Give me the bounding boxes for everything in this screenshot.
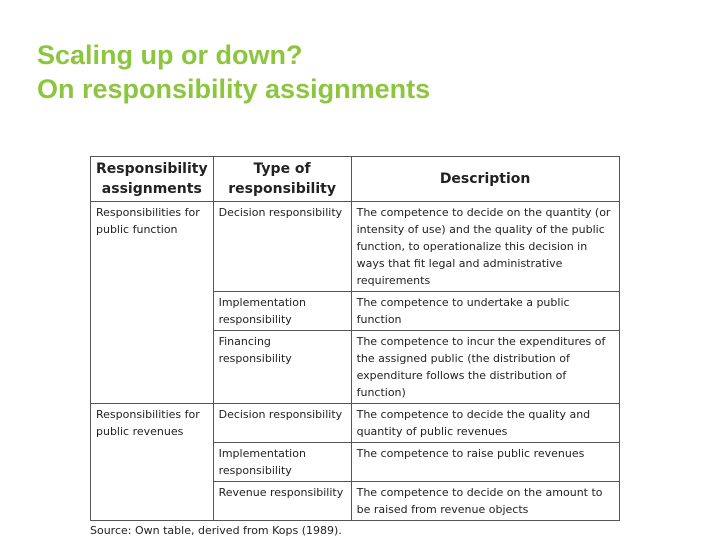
type-cell: Decision responsibility xyxy=(213,202,351,292)
header-description: Description xyxy=(351,157,619,202)
description-cell: The competence to raise public revenues xyxy=(351,443,619,482)
description-cell: The competence to decide on the quantity (or intensity of use) and the quality of the public function, to operationalize this decision in ways that fit legal and administrative requirements xyxy=(351,202,619,292)
responsibility-table-figure xyxy=(90,156,620,537)
group-label-public-revenues: Responsibilities for public revenues xyxy=(91,404,214,521)
header-responsibility-assignments: Responsibility assignments xyxy=(91,157,214,202)
type-cell: Revenue responsibility xyxy=(213,482,351,521)
description-cell: The competence to decide the quality and quantity of public revenues xyxy=(351,404,619,443)
type-cell: Financing responsibility xyxy=(213,331,351,404)
group-label-public-function: Responsibilities for public function xyxy=(91,202,214,404)
slide-title-line-1: Scaling up or down? xyxy=(37,40,303,70)
type-cell: Decision responsibility xyxy=(213,404,351,443)
description-cell: The competence to undertake a public function xyxy=(351,292,619,331)
table-row xyxy=(91,404,620,443)
description-cell: The competence to incur the expenditures of the assigned public (the distribution of expenditure follows the distribution of function) xyxy=(351,331,619,404)
table-source-note: Source: Own table, derived from Kops (1989). xyxy=(90,524,342,537)
table-row xyxy=(91,202,620,292)
type-cell: Implementation responsibility xyxy=(213,292,351,331)
slide-title xyxy=(37,38,430,106)
description-cell: The competence to decide on the amount to be raised from revenue objects xyxy=(351,482,619,521)
table-header-row xyxy=(91,157,620,202)
slide-title-line-2: On responsibility assignments xyxy=(37,74,431,104)
header-type-of-responsibility: Type of responsibility xyxy=(213,157,351,202)
type-cell: Implementation responsibility xyxy=(213,443,351,482)
responsibility-table xyxy=(90,156,620,521)
